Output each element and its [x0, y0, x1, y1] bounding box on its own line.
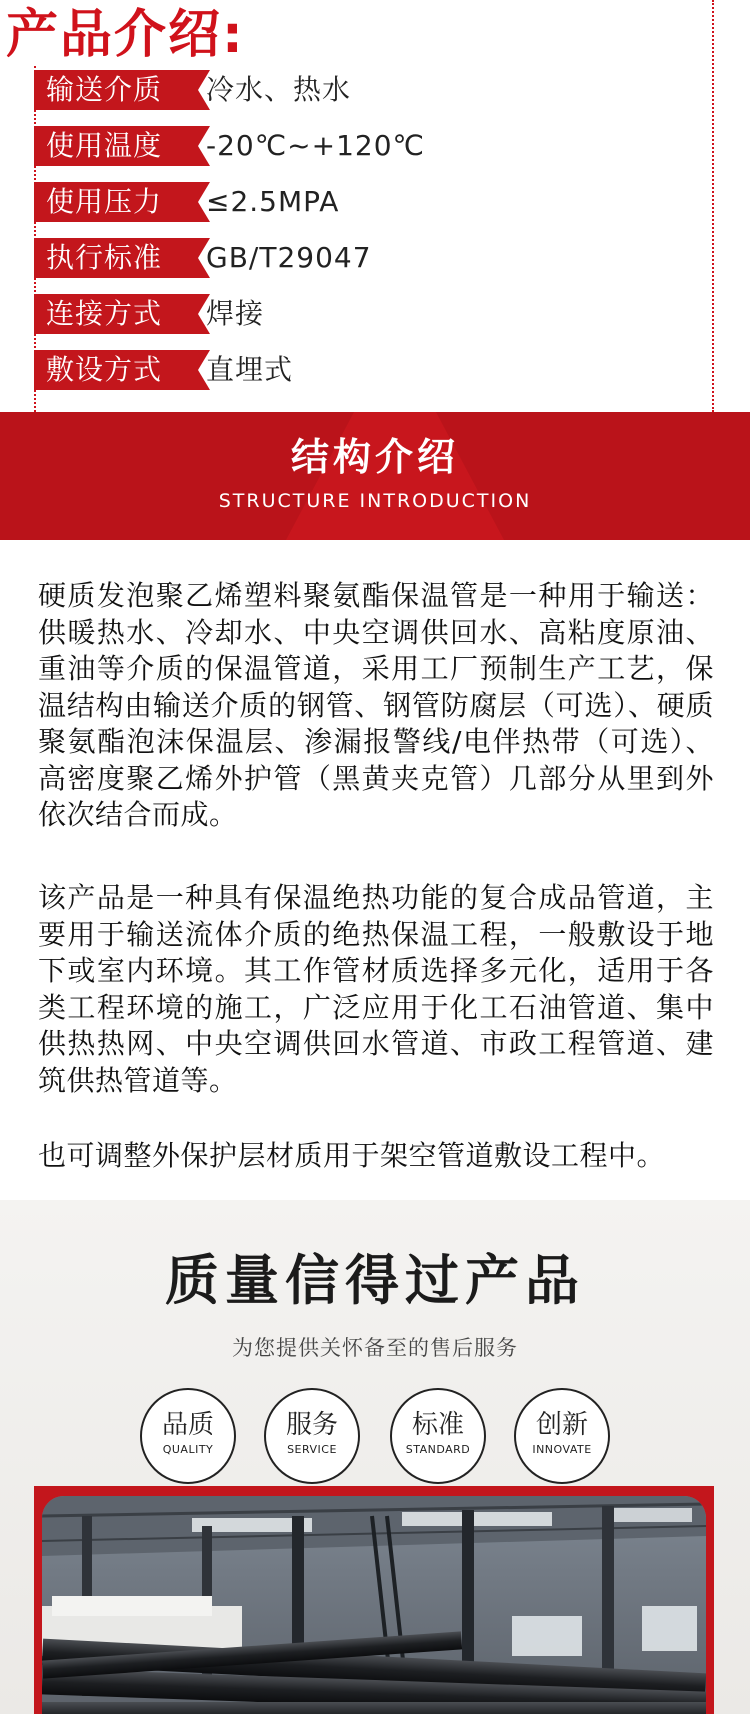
badge-sublabel: SERVICE: [287, 1443, 337, 1456]
badge-label: 品质: [161, 1410, 214, 1440]
spec-value: 冷水、热水: [206, 73, 352, 106]
spec-label-tab: [174, 294, 210, 334]
spec-label-tab: [174, 126, 210, 166]
spec-label: 敷设方式: [34, 350, 174, 390]
structure-subtitle: STRUCTURE INTRODUCTION: [218, 490, 532, 512]
spec-row-pressure: [34, 182, 684, 226]
spec-row-connection: [34, 294, 684, 338]
structure-paragraph-3: 也可调整外保护层材质用于架空管道敷设工程中。: [38, 1139, 666, 1172]
structure-paragraph-2: 该产品是一种具有保温绝热功能的复合成品管道，主要用于输送流体介质的绝热保温工程，一般敷设于地下或室内环境。其工作管材质选择多元化，适用于各类工程环境的施工，广泛应用于化工石油管道、集中供热热网、中央空调供回水管道、市政工程管道、建筑供热管道等。: [38, 881, 714, 1097]
badge-label: 服务: [285, 1410, 338, 1440]
spec-label-tab: [174, 182, 210, 222]
badge-label: 标准: [411, 1410, 464, 1440]
badge-sublabel: INNOVATE: [532, 1443, 592, 1456]
factory-photo-frame: [34, 1486, 714, 1714]
spec-label: 使用压力: [34, 182, 174, 222]
badge-service: [264, 1388, 360, 1484]
structure-paragraph-1: 硬质发泡聚乙烯塑料聚氨酯保温管是一种用于输送：供暖热水、冷却水、中央空调供回水、高粘度原油、重油等介质的保温管道，采用工厂预制生产工艺，保温结构由输送介质的钢管、钢管防腐层（可选）、硬质聚氨酯泡沫保温层、渗漏报警线/电伴热带（可选）、高密度聚乙烯外护管（黑黄夹克管）几部分从里到外依次结合而成。: [38, 579, 714, 831]
badge-innovate: [514, 1388, 610, 1484]
badge-quality: [140, 1388, 236, 1484]
spec-label-tab: [174, 238, 210, 278]
badge-label: 创新: [535, 1410, 588, 1440]
product-intro-title: 产品介绍:: [6, 5, 245, 65]
badge-standard: [390, 1388, 486, 1484]
spec-label: 使用温度: [34, 126, 174, 166]
quality-subtitle: 为您提供关怀备至的售后服务: [232, 1336, 518, 1360]
spec-value: GB/T29047: [206, 241, 372, 274]
spec-row-temperature: [34, 126, 684, 170]
spec-label: 执行标准: [34, 238, 174, 278]
quality-title: 质量信得过产品: [165, 1249, 585, 1312]
spec-row-medium: [34, 70, 684, 114]
spec-label: 输送介质: [34, 70, 174, 110]
dotted-divider-right: [712, 0, 714, 412]
structure-banner: [0, 412, 750, 540]
spec-label-tab: [174, 70, 210, 110]
spec-row-standard: [34, 238, 684, 282]
structure-title: 结构介绍: [290, 435, 459, 479]
badge-sublabel: STANDARD: [405, 1443, 471, 1456]
badge-sublabel: QUALITY: [162, 1443, 214, 1456]
spec-label: 连接方式: [34, 294, 174, 334]
spec-value: 焊接: [206, 297, 265, 330]
spec-label-tab: [174, 350, 210, 390]
spec-value: 直埋式: [206, 353, 294, 386]
spec-value: ≤2.5MPA: [206, 185, 340, 218]
factory-warehouse-image: [42, 1496, 706, 1714]
spec-row-laying: [34, 350, 684, 394]
factory-photo: [42, 1496, 706, 1714]
spec-value: -20℃~+120℃: [206, 129, 425, 162]
